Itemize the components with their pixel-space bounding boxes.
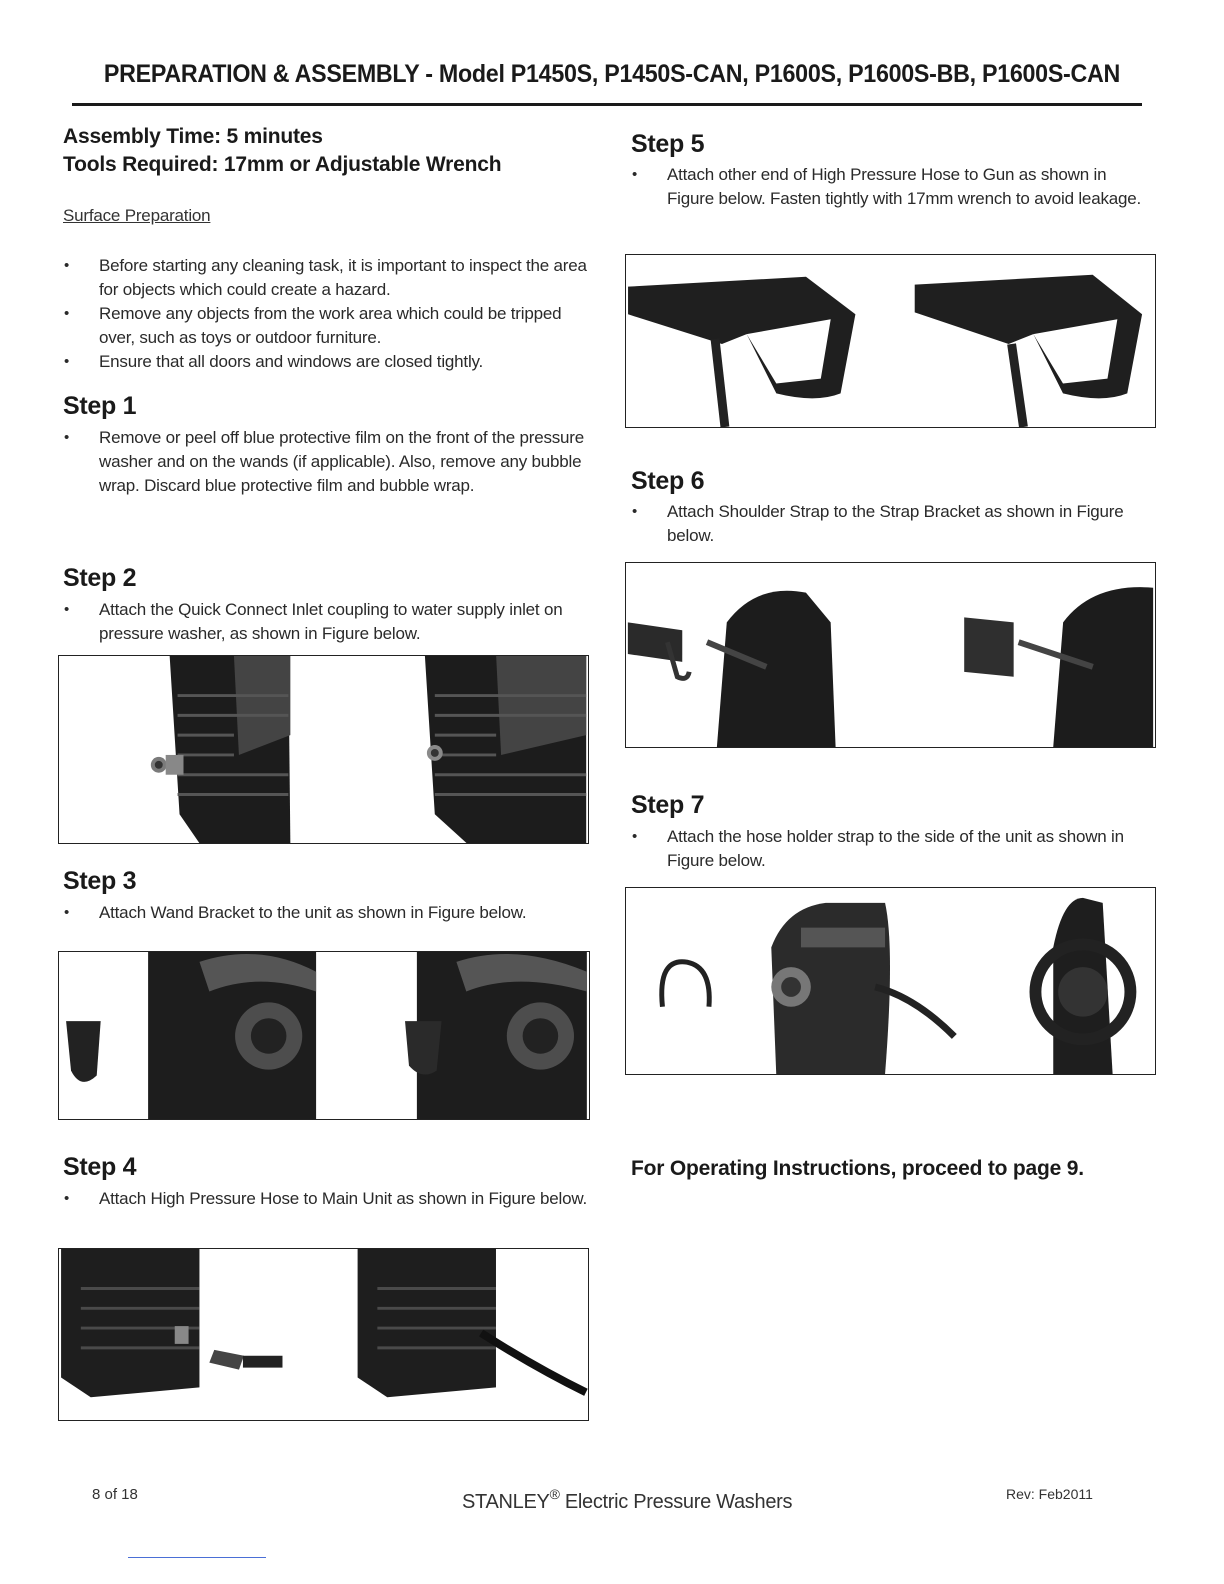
surface-preparation-heading: Surface Preparation [63,206,211,225]
step-1-heading: Step 1 [63,392,137,420]
step-5-heading: Step 5 [631,130,705,158]
step-4-list [63,1187,593,1211]
assembly-time: Assembly Time: 5 minutes [63,125,323,148]
list-item: • Before starting any cleaning task, it is important to inspect the area for objects which could create a hazard. [63,254,593,302]
step-3-heading: Step 3 [63,867,137,895]
proceed-note: For Operating Instructions, proceed to page 9. [631,1157,1084,1180]
footer-rule [128,1557,266,1558]
tools-required: Tools Required: 17mm or Adjustable Wrench [63,153,502,176]
spray-gun-illustration [626,255,1155,427]
hose-holder-strap-illustration [626,888,1155,1074]
step-4-heading: Step 4 [63,1153,137,1181]
step-3-figure [58,951,590,1120]
shoulder-strap-illustration [626,563,1155,747]
list-item: • Attach Shoulder Strap to the Strap Bracket as shown in Figure below. [631,500,1156,548]
list-item: • Attach other end of High Pressure Hose to Gun as shown in Figure below. Fasten tightly with 17mm wrench to avoid leakage. [631,163,1156,211]
step-2-list [63,598,573,646]
step-7-figure [625,887,1156,1075]
step-7-list [631,825,1156,873]
wand-bracket-illustration [59,952,589,1119]
step-6-figure [625,562,1156,748]
step-3-list [63,901,573,925]
inlet-coupling-illustration [59,656,588,843]
high-pressure-hose-illustration [59,1249,588,1420]
list-item: • Remove any objects from the work area which could be tripped over, such as toys or outdoor furniture. [63,302,593,350]
step-7-heading: Step 7 [631,791,705,819]
revision-date: Rev: Feb2011 [1006,1486,1093,1502]
step-6-heading: Step 6 [631,467,705,495]
step-2-figure [58,655,589,844]
footer-brand-line [462,1486,792,1514]
brand-name: STANLEY [462,1491,550,1513]
surface-prep-list [63,254,593,374]
step-2-heading: Step 2 [63,564,137,592]
list-item: • Attach High Pressure Hose to Main Unit as shown in Figure below. [63,1187,593,1211]
step-1-list [63,426,593,498]
list-item: • Ensure that all doors and windows are closed tightly. [63,350,593,374]
step-5-figure [625,254,1156,428]
step-5-list [631,163,1156,211]
step-6-list [631,500,1156,548]
title-divider [72,103,1142,106]
list-item: • Attach the hose holder strap to the side of the unit as shown in Figure below. [631,825,1156,873]
list-item: • Attach the Quick Connect Inlet coupling to water supply inlet on pressure washer, as shown in Figure below. [63,598,573,646]
list-item: • Remove or peel off blue protective film on the front of the pressure washer and on the wands (if applicable). Also, remove any bubble wrap. Discard blue protective film and bubble wrap. [63,426,593,498]
page-title: PREPARATION & ASSEMBLY - Model P1450S, P1450S-CAN, P1600S, P1600S-BB, P1600S-CAN [103,60,1121,88]
list-item: • Attach Wand Bracket to the unit as shown in Figure below. [63,901,573,925]
product-line: Electric Pressure Washers [564,1491,793,1513]
page-number: 8 of 18 [92,1486,138,1503]
step-4-figure [58,1248,589,1421]
registered-mark: ® [549,1486,560,1502]
